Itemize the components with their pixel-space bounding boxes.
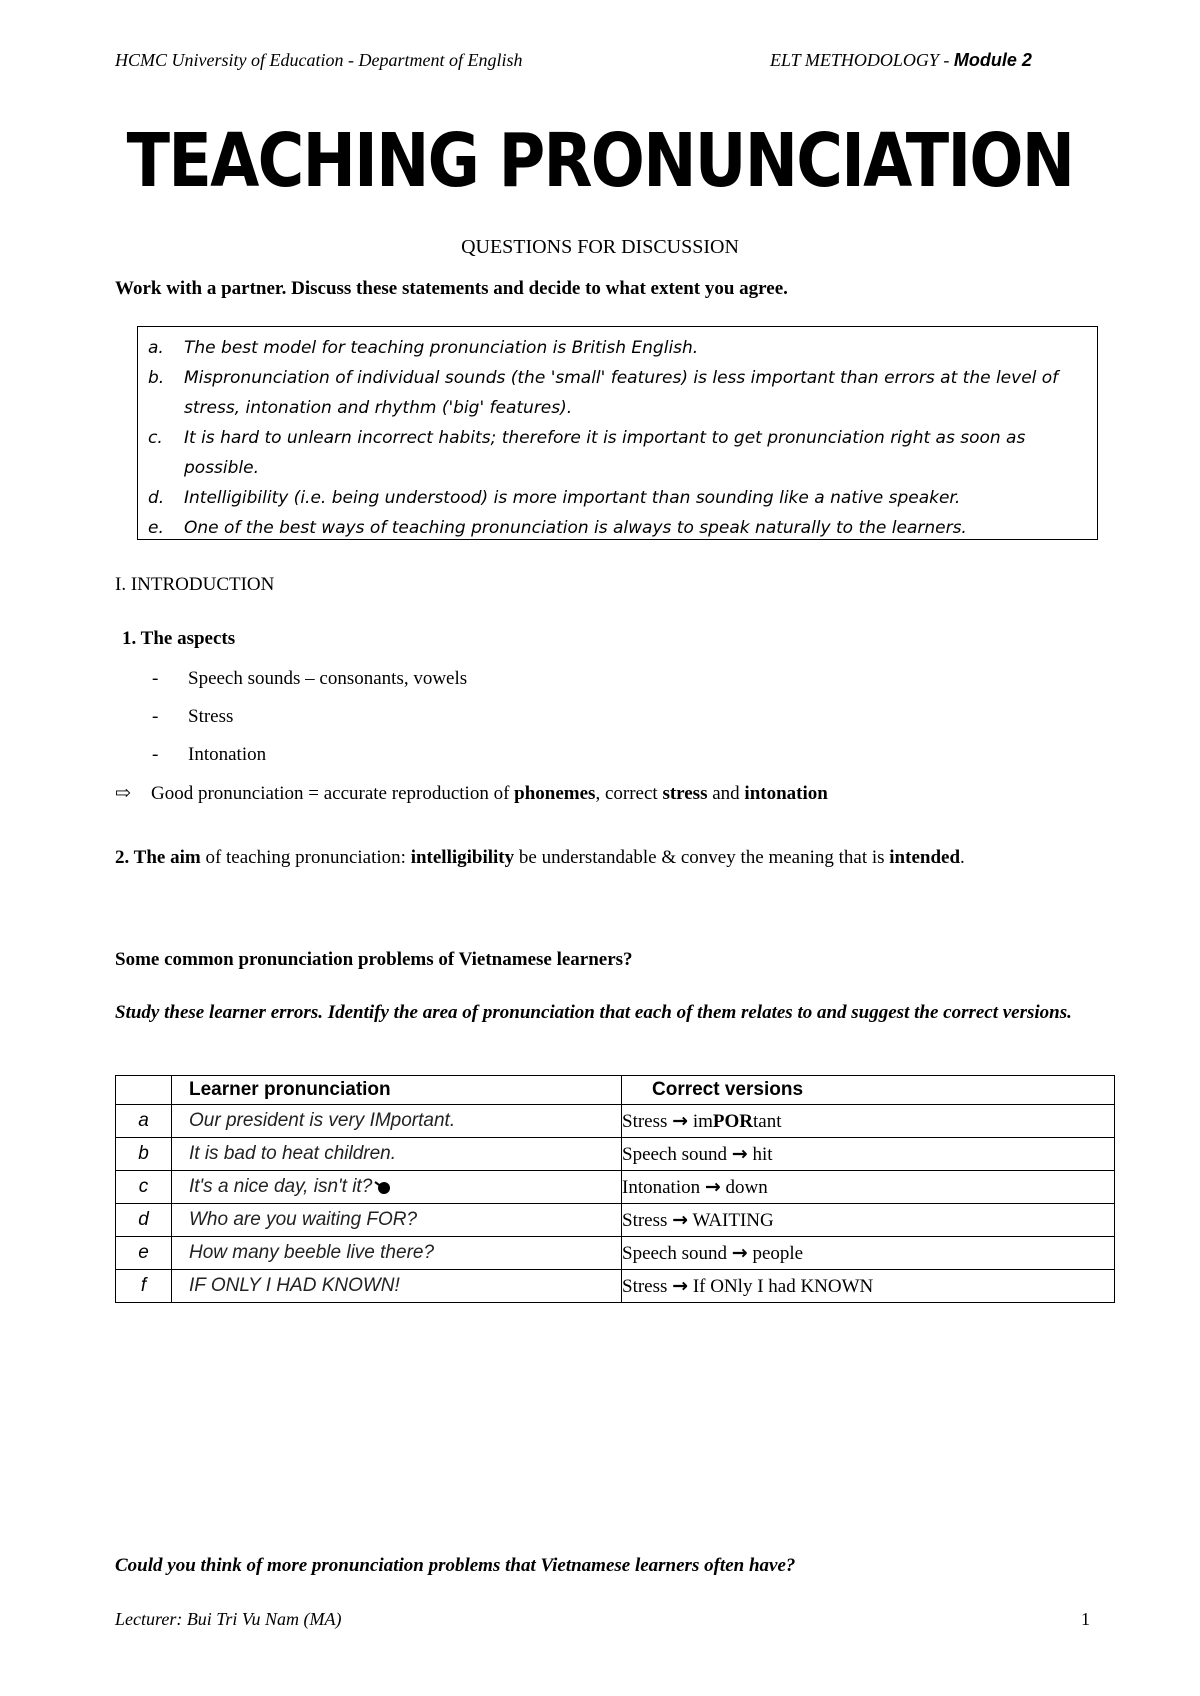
page-title: TEACHING PRONUNCIATION [126,118,1074,204]
correction-stress: POR [712,1110,753,1132]
correct-version [622,1237,1115,1270]
statement-text: Mispronunciation of individual sounds (the 'small' features) is less important than errors at the level of stress, intonation and rhythm ('big' features). [184,368,1059,418]
header-course-name: ELT METHODOLOGY - [770,50,954,70]
table-row [116,1138,1115,1171]
correction-text: people [752,1242,804,1264]
aspect-bullet [152,706,233,728]
header-institution: HCMC University of Education - Department of English [115,50,523,70]
definition-term: phonemes [514,783,596,804]
aspect-text: Intonation [188,744,267,765]
learner-text: Our president is very IMportant. [189,1110,456,1131]
learner-pronunciation [172,1171,622,1204]
learner-text: It's a nice day, isn't it? [189,1176,373,1197]
correct-version [622,1204,1115,1237]
pronunciation-area: Stress [622,1209,668,1231]
aim-heading: 2. The aim [115,847,201,868]
discussion-heading: QUESTIONS FOR DISCUSSION [461,236,739,258]
correct-version [622,1138,1115,1171]
aspect-text: Speech sounds – consonants, vowels [188,668,468,689]
correction-text: im [692,1110,713,1132]
statement-item [148,363,1087,423]
aspect-bullet [152,668,467,690]
aim-term: intelligibility [410,847,515,868]
learner-errors-table [115,1075,1115,1303]
row-letter: f [116,1270,172,1303]
table-row [116,1237,1115,1270]
statement-text: The best model for teaching pronunciation is British English. [184,338,699,358]
arrow-right-icon: → [731,1241,748,1264]
definition-text: and [707,783,745,804]
correct-version [622,1171,1115,1204]
arrow-right-icon: ⇨ [115,783,131,804]
problems-heading: Some common pronunciation problems of Vietnamese learners? [115,949,633,970]
definition-term: stress [662,783,708,804]
arrow-right-icon: → [672,1208,689,1231]
statement-text: It is hard to unlearn incorrect habits; therefore it is important to get pronunciation right as soon as possible. [184,428,1026,478]
aspect-bullet [152,744,266,766]
definition-text: , correct [595,783,663,804]
bullet-dash: - [152,668,159,689]
arrow-right-icon: → [672,1274,689,1297]
definition-text: Good pronunciation = accurate reproduction of [151,783,515,804]
statements-box [137,326,1098,540]
aim-term: intended [889,847,961,868]
footer-lecturer: Lecturer: Bui Tri Vu Nam (MA) [115,1609,342,1629]
statement-item [148,483,1087,513]
pronunciation-area: Speech sound [622,1143,728,1165]
learner-pronunciation [172,1270,622,1303]
statement-text: Intelligibility (i.e. being understood) is more important than sounding like a native speaker. [184,488,961,508]
arrow-right-icon: → [672,1109,689,1132]
table-row [116,1105,1115,1138]
statement-item [148,513,1087,543]
correct-version [622,1270,1115,1303]
header-course [770,50,1032,71]
statement-letter: d. [148,488,165,508]
table-row [116,1204,1115,1237]
table-header-learner: Learner pronunciation [172,1076,622,1105]
learner-pronunciation [172,1138,622,1171]
table-row [116,1171,1115,1204]
learner-pronunciation [172,1237,622,1270]
correction-text: down [725,1176,768,1198]
definition-term: intonation [744,783,828,804]
learner-pronunciation [172,1204,622,1237]
pronunciation-area: Stress [622,1275,668,1297]
learner-text: Who are you waiting FOR? [189,1209,418,1230]
pronunciation-area: Speech sound [622,1242,728,1264]
table-header-letter [116,1076,172,1105]
pronunciation-area: Intonation [622,1176,701,1198]
statement-letter: e. [148,518,164,538]
page-number: 1 [1081,1609,1090,1629]
correction-text: tant [753,1110,782,1132]
falling-intonation-icon [373,1179,393,1195]
table-row [116,1270,1115,1303]
table-header-correct: Correct versions [622,1076,1115,1105]
statement-item [148,333,1087,363]
arrow-right-icon: → [704,1175,721,1198]
aim-text: be understandable & convey the meaning that is [514,847,890,868]
row-letter: c [116,1171,172,1204]
learner-text: IF ONLY I HAD KNOWN! [189,1275,400,1296]
learner-text: It is bad to heat children. [189,1143,397,1164]
correct-version [622,1105,1115,1138]
problems-instruction: Study these learner errors. Identify the area of pronunciation that each of them relates to and suggest the correct versions. [115,1002,1072,1023]
aspects-heading: 1. The aspects [122,628,236,649]
correction-text: hit [752,1143,773,1165]
teaching-aim [115,844,1035,871]
bullet-dash: - [152,706,159,727]
aspect-text: Stress [188,706,234,727]
table-header-row [116,1076,1115,1105]
statement-letter: b. [148,368,165,388]
header-module: Module 2 [953,50,1032,70]
statement-letter: a. [148,338,164,358]
follow-up-question: Could you think of more pronunciation problems that Vietnamese learners often have? [115,1555,796,1576]
correction-text: WAITING [692,1209,774,1231]
aim-text: of teaching pronunciation: [200,847,411,868]
arrow-right-icon: → [731,1142,748,1165]
learner-text: How many beeble live there? [189,1242,435,1263]
pronunciation-area: Stress [622,1110,668,1132]
introduction-heading: I. INTRODUCTION [115,574,275,595]
row-letter: a [116,1105,172,1138]
statement-item [148,423,1087,483]
statement-text: One of the best ways of teaching pronunciation is always to speak naturally to the learners. [184,518,967,538]
learner-pronunciation [172,1105,622,1138]
aim-text: . [960,847,965,868]
statement-letter: c. [148,428,163,448]
row-letter: d [116,1204,172,1237]
row-letter: b [116,1138,172,1171]
correction-text: If ONly I had KNOWN [692,1275,874,1297]
discussion-instruction: Work with a partner. Discuss these statements and decide to what extent you agree. [115,278,788,299]
pronunciation-definition [115,782,828,805]
row-letter: e [116,1237,172,1270]
bullet-dash: - [152,744,159,765]
